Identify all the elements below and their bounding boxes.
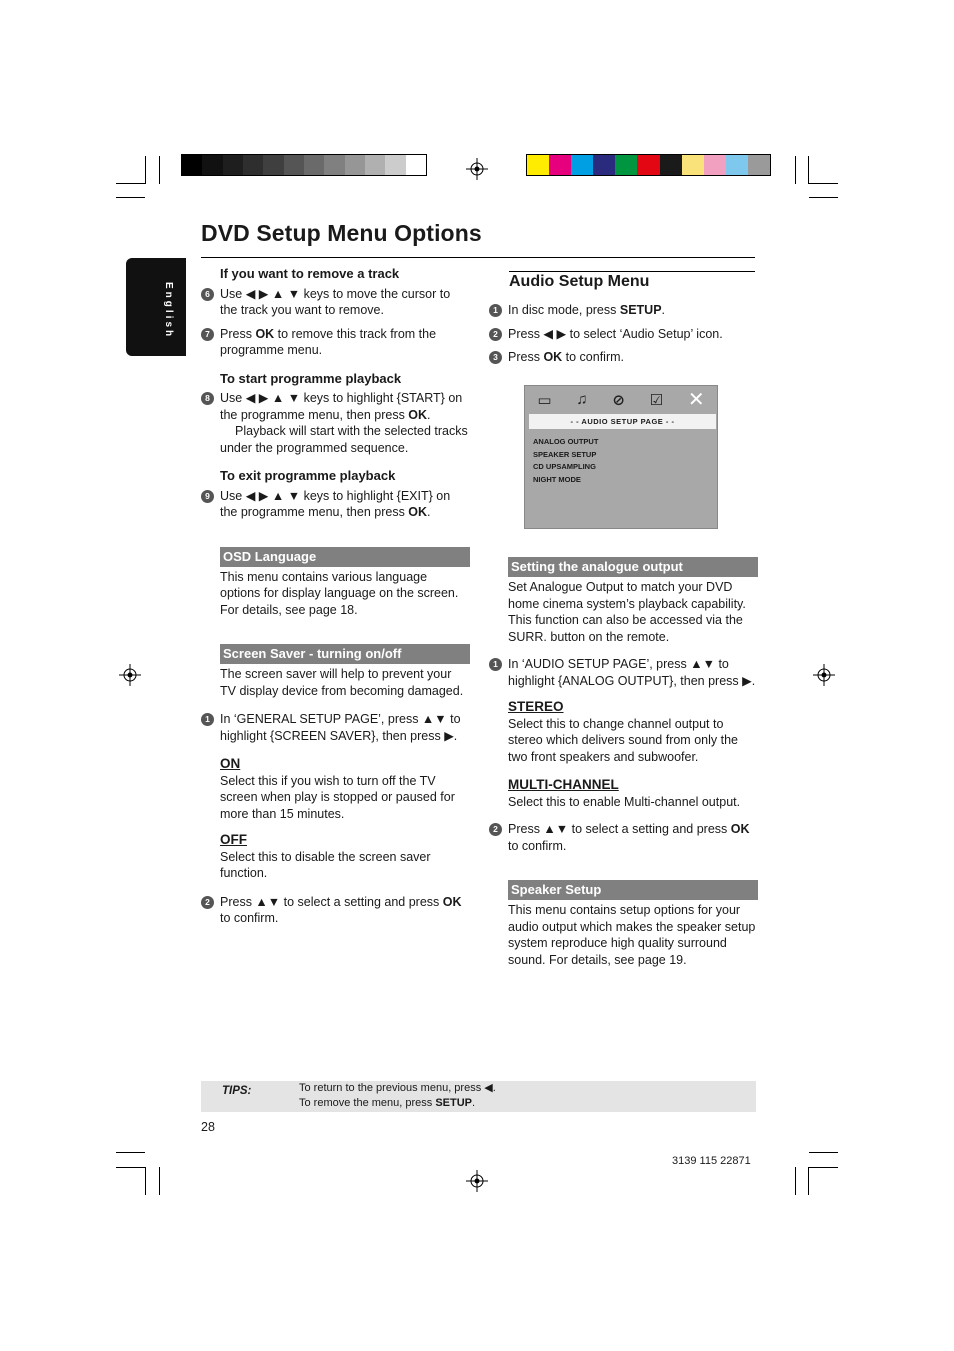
gray-swatch: [324, 155, 344, 175]
step-8-text: Use ◀ ▶ ▲ ▼ keys to highlight {START} on the programme menu, then press: [220, 391, 463, 422]
color-swatch: [704, 155, 726, 175]
audio-step-1-text-end: .: [661, 303, 666, 317]
audio-step-3: [488, 349, 758, 366]
screen-header: - - AUDIO SETUP PAGE - -: [529, 414, 716, 429]
option-multichannel-text: Select this to enable Multi-channel output.: [508, 794, 741, 809]
step-8: [200, 390, 470, 423]
audio-step-3-text-end: to confirm.: [562, 350, 625, 364]
setup-key: SETUP: [435, 1097, 473, 1109]
analogue-output-text: Set Analogue Output to match your DVD home cinema system’s playback capability. This function can also be accessed via the SURR. button on the remote.: [508, 580, 746, 644]
color-swatch: [637, 155, 659, 175]
tips-text: [299, 1081, 496, 1111]
screen-item-speaker-setup: SPEAKER SETUP: [533, 449, 597, 459]
color-swatch: [615, 155, 637, 175]
tips-box: [201, 1081, 756, 1112]
step-7-text: Press: [220, 326, 256, 341]
exit-playback-heading: To exit programme playback: [220, 468, 396, 483]
step-8-text-end: .: [427, 407, 431, 422]
screen-saver-step-2: [200, 894, 470, 927]
ok-key: OK: [543, 350, 563, 364]
osd-language-text: This menu contains various language options for display language on the screen. For details, see page 18.: [220, 569, 459, 617]
step-number-icon: 3: [489, 351, 502, 364]
step-number-icon: 1: [201, 713, 214, 726]
ok-key: OK: [442, 894, 462, 909]
start-playback-heading: To start programme playback: [220, 370, 402, 386]
gray-swatch: [223, 155, 243, 175]
color-swatch: [660, 155, 682, 175]
step-number-icon: 2: [489, 328, 502, 341]
left-column: [200, 266, 470, 927]
gray-swatch: [385, 155, 405, 175]
step-number-icon: 9: [201, 490, 214, 503]
gray-swatch: [345, 155, 365, 175]
setup-key: SETUP: [619, 303, 662, 317]
option-on-text: Select this if you wish to turn off the TV screen when play is stopped or paused for more than 15 minutes.: [220, 773, 455, 821]
tips-line-2-text: To remove the menu, press: [299, 1097, 436, 1109]
color-swatch: [571, 155, 593, 175]
step-number-icon: 7: [201, 328, 214, 341]
screen-saver-step-2-text: Press ▲▼ to select a setting and press: [220, 894, 443, 909]
screen-saver-step-1: [200, 711, 470, 744]
ok-key: OK: [408, 505, 428, 519]
tips-line-1: To return to the previous menu, press ◀.: [299, 1082, 496, 1094]
step-6-text: Use ◀ ▶ ▲ ▼ keys to move the cursor to the track you want to remove.: [220, 286, 451, 317]
audio-setup-heading: Audio Setup Menu: [509, 271, 755, 292]
speaker-setup-band: Speaker Setup: [508, 880, 758, 900]
registration-mark-bottom-icon: [466, 1170, 488, 1192]
gray-swatch: [365, 155, 385, 175]
step-9-text: Use ◀ ▶ ▲ ▼ keys to highlight {EXIT} on the programme menu, then press: [220, 488, 451, 519]
gray-swatch: [304, 155, 324, 175]
ok-key: OK: [730, 822, 750, 836]
screen-saver-text: The screen saver will help to prevent your TV display device from becoming damaged.: [220, 667, 464, 698]
page-number: 28: [201, 1120, 215, 1134]
osd-language-band: OSD Language: [220, 547, 470, 567]
analogue-step-2-text: Press ▲▼ to select a setting and press: [508, 822, 731, 836]
registration-mark-right-icon: [813, 664, 835, 686]
option-stereo-text: Select this to change channel output to stereo which delivers sound from only the two front speakers and subwoofer.: [508, 716, 738, 764]
step-number-icon: 1: [489, 658, 502, 671]
right-column: [488, 302, 758, 366]
tips-label: TIPS:: [222, 1085, 252, 1097]
analogue-step-2: [488, 821, 758, 854]
ok-key: OK: [408, 407, 428, 422]
color-bar: [526, 154, 771, 176]
gray-swatch: [263, 155, 283, 175]
step-9: [200, 488, 470, 521]
tips-line-2-end: .: [472, 1097, 476, 1109]
color-swatch: [593, 155, 615, 175]
audio-step-1-text: In disc mode, press: [508, 303, 620, 317]
gray-swatch: [202, 155, 222, 175]
registration-mark-top-icon: [466, 158, 488, 180]
step-7-text-end: to remove this track from the programme menu.: [220, 326, 437, 357]
option-stereo-label: STEREO: [508, 699, 564, 714]
color-swatch: [682, 155, 704, 175]
title-rule: [201, 257, 755, 258]
general-setup-icon: ▭: [537, 391, 552, 409]
gray-swatch: [406, 155, 426, 175]
option-multichannel-label: MULTI-CHANNEL: [508, 777, 619, 792]
analogue-step-2-text-end: to confirm.: [508, 838, 567, 853]
screen-saver-step-1-text: In ‘GENERAL SETUP PAGE’, press ▲▼ to highlight {SCREEN SAVER}, then press ▶.: [220, 712, 461, 743]
playback-note: [200, 423, 470, 456]
color-swatch: [527, 155, 549, 175]
step-7: [200, 326, 470, 359]
screen-item-cd-upsampling: CD UPSAMPLING: [533, 462, 596, 471]
option-off-label: OFF: [220, 832, 247, 847]
analogue-step-1-text: In ‘AUDIO SETUP PAGE’, press ▲▼ to highlight {ANALOG OUTPUT}, then press ▶.: [508, 657, 756, 688]
document-code: 3139 115 22871: [672, 1155, 751, 1167]
speaker-setup-text: This menu contains setup options for your audio output which makes the speaker setup system reproduce high quality surround sound. For details, see page 19.: [508, 903, 756, 967]
audio-step-2: [488, 326, 758, 343]
step-number-icon: 8: [201, 392, 214, 405]
color-swatch: [748, 155, 770, 175]
language-tab: [126, 258, 186, 356]
page-title: DVD Setup Menu Options: [201, 220, 482, 246]
step-number-icon: 2: [489, 823, 502, 836]
option-off-text: Select this to disable the screen saver function.: [220, 849, 431, 880]
audio-step-1: [488, 302, 758, 319]
right-column-lower: [488, 557, 758, 968]
screen-saver-band: Screen Saver - turning on/off: [220, 644, 470, 664]
analogue-output-band: Setting the analogue output: [508, 557, 758, 577]
tips-line-2: [299, 1096, 496, 1111]
screen-saver-step-2-text-end: to confirm.: [220, 911, 279, 925]
screen-item-night-mode: NIGHT MODE: [533, 474, 581, 484]
step-number-icon: 2: [201, 896, 214, 909]
grayscale-bar: [181, 154, 427, 176]
preference-icon: ☑: [649, 391, 664, 409]
step-9-text-end: .: [427, 505, 431, 519]
step-number-icon: 6: [201, 288, 214, 301]
color-swatch: [549, 155, 571, 175]
gray-swatch: [284, 155, 304, 175]
screen-icon-row: [525, 386, 717, 413]
registration-mark-left-icon: [119, 664, 141, 686]
video-setup-icon: ⊘: [612, 391, 625, 409]
ok-key: OK: [255, 326, 275, 341]
audio-setup-screen: [524, 385, 718, 529]
analogue-step-1: [488, 656, 758, 689]
playback-note-text: Playback will start with the selected tracks under the programmed sequence.: [220, 424, 468, 455]
audio-step-3-text: Press: [508, 350, 544, 364]
language-tab-label: English: [163, 282, 174, 340]
color-swatch: [726, 155, 748, 175]
audio-setup-icon: ♫: [576, 391, 588, 408]
audio-step-2-text: Press ◀ ▶ to select ‘Audio Setup’ icon.: [508, 326, 723, 341]
gray-swatch: [243, 155, 263, 175]
option-on-label: ON: [220, 756, 241, 771]
remove-track-heading: If you want to remove a track: [220, 266, 400, 281]
exit-icon: ✕: [687, 389, 705, 411]
screen-item-analog-output: ANALOG OUTPUT: [533, 437, 599, 446]
step-number-icon: 1: [489, 304, 502, 317]
step-6: [200, 286, 470, 319]
gray-swatch: [182, 155, 202, 175]
screen-menu-items: [533, 436, 598, 486]
